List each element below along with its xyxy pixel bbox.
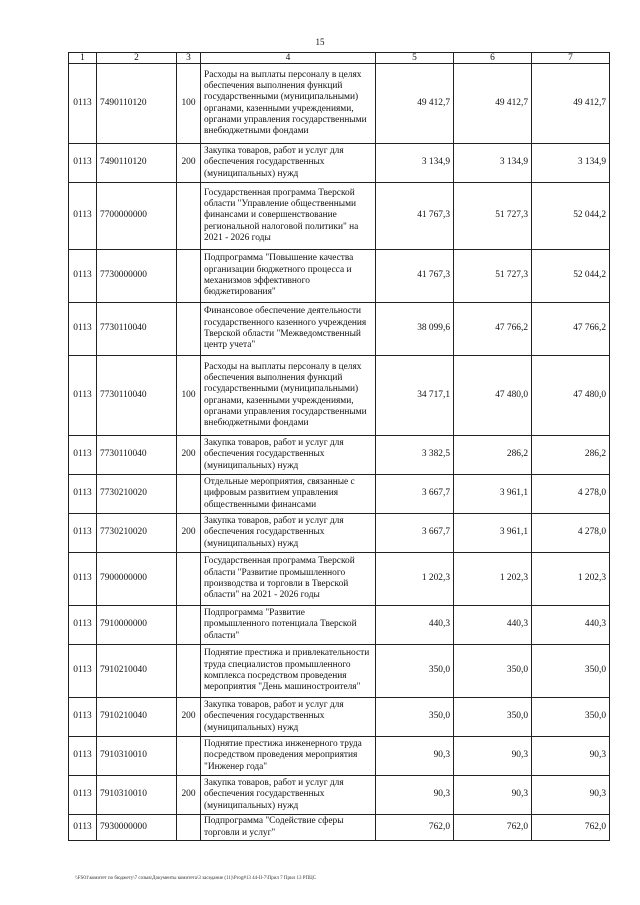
header-row — [69, 53, 610, 64]
expense-type: 200 — [177, 698, 201, 737]
table-row — [69, 606, 610, 645]
amount-year-2: 350,0 — [454, 645, 532, 698]
expense-type: 200 — [177, 776, 201, 815]
table-row — [69, 737, 610, 776]
table-row — [69, 250, 610, 303]
description: Закупка товаров, работ и услуг для обеспечения государственных (муниципальных) нужд — [201, 776, 376, 815]
column-header: 2 — [97, 53, 177, 64]
amount-year-1: 34 717,1 — [376, 356, 454, 436]
target-code: 7730110040 — [97, 303, 177, 356]
amount-year-3: 3 134,9 — [532, 144, 610, 183]
expense-type — [177, 815, 201, 841]
description: Государственная программа Тверской области "Развитие промышленного производства и торговли в Тверской области" на 2021 - 2026 годы — [201, 553, 376, 606]
column-header: 6 — [454, 53, 532, 64]
amount-year-1: 3 382,5 — [376, 436, 454, 475]
expense-type — [177, 475, 201, 514]
description: Закупка товаров, работ и услуг для обеспечения государственных (муниципальных) нужд — [201, 144, 376, 183]
expense-type: 100 — [177, 356, 201, 436]
amount-year-1: 38 099,6 — [376, 303, 454, 356]
amount-year-2: 350,0 — [454, 698, 532, 737]
description: Расходы на выплаты персоналу в целях обеспечения выполнения функций государственными (муниципальными) органами, казенными учреждениями, органами управления государственными внебюджетными фондами — [201, 64, 376, 144]
table-row — [69, 776, 610, 815]
description: Закупка товаров, работ и услуг для обеспечения государственных (муниципальных) нужд — [201, 436, 376, 475]
amount-year-3: 4 278,0 — [532, 514, 610, 553]
section-code: 0113 — [69, 737, 97, 776]
amount-year-2: 440,3 — [454, 606, 532, 645]
target-code: 7910310010 — [97, 776, 177, 815]
expense-type: 100 — [177, 64, 201, 144]
description: Финансовое обеспечение деятельности государственного казенного учреждения Тверской области "Межведомственный центр учета" — [201, 303, 376, 356]
expense-type — [177, 645, 201, 698]
amount-year-3: 90,3 — [532, 776, 610, 815]
table-row — [69, 64, 610, 144]
target-code: 7730210020 — [97, 475, 177, 514]
amount-year-3: 4 278,0 — [532, 475, 610, 514]
budget-table — [68, 52, 610, 841]
amount-year-2: 90,3 — [454, 776, 532, 815]
expense-type: 200 — [177, 144, 201, 183]
amount-year-1: 350,0 — [376, 698, 454, 737]
amount-year-2: 3 961,1 — [454, 514, 532, 553]
section-code: 0113 — [69, 303, 97, 356]
amount-year-1: 41 767,3 — [376, 250, 454, 303]
amount-year-2: 51 727,3 — [454, 183, 532, 250]
table-row — [69, 475, 610, 514]
table-row — [69, 698, 610, 737]
section-code: 0113 — [69, 144, 97, 183]
table-row — [69, 356, 610, 436]
expense-type — [177, 250, 201, 303]
page-number: 15 — [315, 37, 325, 47]
section-code: 0113 — [69, 698, 97, 737]
description: Поднятие престижа и привлекательности труда специалистов промышленного комплекса посредством проведения мероприятия "День машиностроителя" — [201, 645, 376, 698]
target-code: 7910210040 — [97, 645, 177, 698]
section-code: 0113 — [69, 356, 97, 436]
target-code: 7910000000 — [97, 606, 177, 645]
target-code: 7730210020 — [97, 514, 177, 553]
target-code: 7490110120 — [97, 64, 177, 144]
amount-year-2: 3 134,9 — [454, 144, 532, 183]
amount-year-1: 350,0 — [376, 645, 454, 698]
table-row — [69, 514, 610, 553]
section-code: 0113 — [69, 514, 97, 553]
column-header: 7 — [532, 53, 610, 64]
section-code: 0113 — [69, 645, 97, 698]
amount-year-2: 47 766,2 — [454, 303, 532, 356]
target-code: 7730110040 — [97, 436, 177, 475]
amount-year-1: 440,3 — [376, 606, 454, 645]
table-row — [69, 303, 610, 356]
section-code: 0113 — [69, 183, 97, 250]
target-code: 7730110040 — [97, 356, 177, 436]
amount-year-1: 3 134,9 — [376, 144, 454, 183]
expense-type — [177, 303, 201, 356]
file-path-footer: \\FS01\комитет по бюджету\7 созыв\Документы комитета\3 заседание (11)\Prog#13 44-II-7\Прил 7 Прил 13 РПЦС — [75, 876, 317, 881]
amount-year-1: 3 667,7 — [376, 514, 454, 553]
amount-year-1: 90,3 — [376, 776, 454, 815]
amount-year-3: 350,0 — [532, 645, 610, 698]
amount-year-3: 1 202,3 — [532, 553, 610, 606]
description: Расходы на выплаты персоналу в целях обеспечения выполнения функций государственными (муниципальными) органами, казенными учреждениями, органами управления государственными внебюджетными фондами — [201, 356, 376, 436]
table-row — [69, 645, 610, 698]
target-code: 7910310010 — [97, 737, 177, 776]
description: Подпрограмма "Содействие сферы торговли и услуг" — [201, 815, 376, 841]
column-header: 5 — [376, 53, 454, 64]
target-code: 7900000000 — [97, 553, 177, 606]
section-code: 0113 — [69, 606, 97, 645]
amount-year-3: 47 766,2 — [532, 303, 610, 356]
target-code: 7930000000 — [97, 815, 177, 841]
amount-year-3: 52 044,2 — [532, 250, 610, 303]
expense-type — [177, 553, 201, 606]
amount-year-2: 47 480,0 — [454, 356, 532, 436]
amount-year-2: 762,0 — [454, 815, 532, 841]
amount-year-1: 1 202,3 — [376, 553, 454, 606]
description: Подпрограмма "Развитие промышленного потенциала Тверской области" — [201, 606, 376, 645]
amount-year-2: 49 412,7 — [454, 64, 532, 144]
section-code: 0113 — [69, 553, 97, 606]
amount-year-2: 51 727,3 — [454, 250, 532, 303]
amount-year-1: 49 412,7 — [376, 64, 454, 144]
description: Отдельные мероприятия, связанные с цифровым развитием управления общественными финансами — [201, 475, 376, 514]
column-header: 1 — [69, 53, 97, 64]
expense-type: 200 — [177, 436, 201, 475]
table-row — [69, 436, 610, 475]
description: Закупка товаров, работ и услуг для обеспечения государственных (муниципальных) нужд — [201, 698, 376, 737]
amount-year-3: 350,0 — [532, 698, 610, 737]
description: Подпрограмма "Повышение качества организации бюджетного процесса и механизмов эффективного бюджетирования" — [201, 250, 376, 303]
description: Закупка товаров, работ и услуг для обеспечения государственных (муниципальных) нужд — [201, 514, 376, 553]
expense-type — [177, 183, 201, 250]
amount-year-2: 1 202,3 — [454, 553, 532, 606]
description: Поднятие престижа инженерного труда посредством проведения мероприятия "Инженер года" — [201, 737, 376, 776]
table-row — [69, 183, 610, 250]
table-row — [69, 815, 610, 841]
amount-year-3: 47 480,0 — [532, 356, 610, 436]
amount-year-3: 49 412,7 — [532, 64, 610, 144]
table-row — [69, 553, 610, 606]
column-header: 3 — [177, 53, 201, 64]
column-header: 4 — [201, 53, 376, 64]
target-code: 7490110120 — [97, 144, 177, 183]
section-code: 0113 — [69, 475, 97, 514]
amount-year-2: 3 961,1 — [454, 475, 532, 514]
target-code: 7700000000 — [97, 183, 177, 250]
amount-year-3: 762,0 — [532, 815, 610, 841]
amount-year-3: 52 044,2 — [532, 183, 610, 250]
section-code: 0113 — [69, 436, 97, 475]
section-code: 0113 — [69, 776, 97, 815]
expense-type — [177, 737, 201, 776]
amount-year-1: 90,3 — [376, 737, 454, 776]
target-code: 7730000000 — [97, 250, 177, 303]
section-code: 0113 — [69, 64, 97, 144]
expense-type: 200 — [177, 514, 201, 553]
target-code: 7910210040 — [97, 698, 177, 737]
amount-year-1: 41 767,3 — [376, 183, 454, 250]
table-row — [69, 144, 610, 183]
expense-type — [177, 606, 201, 645]
section-code: 0113 — [69, 250, 97, 303]
amount-year-1: 762,0 — [376, 815, 454, 841]
description: Государственная программа Тверской области "Управление общественными финансами и совершенствование региональной налоговой политики" на 2021 - 2026 годы — [201, 183, 376, 250]
section-code: 0113 — [69, 815, 97, 841]
amount-year-3: 90,3 — [532, 737, 610, 776]
amount-year-2: 286,2 — [454, 436, 532, 475]
amount-year-2: 90,3 — [454, 737, 532, 776]
amount-year-3: 440,3 — [532, 606, 610, 645]
amount-year-3: 286,2 — [532, 436, 610, 475]
amount-year-1: 3 667,7 — [376, 475, 454, 514]
